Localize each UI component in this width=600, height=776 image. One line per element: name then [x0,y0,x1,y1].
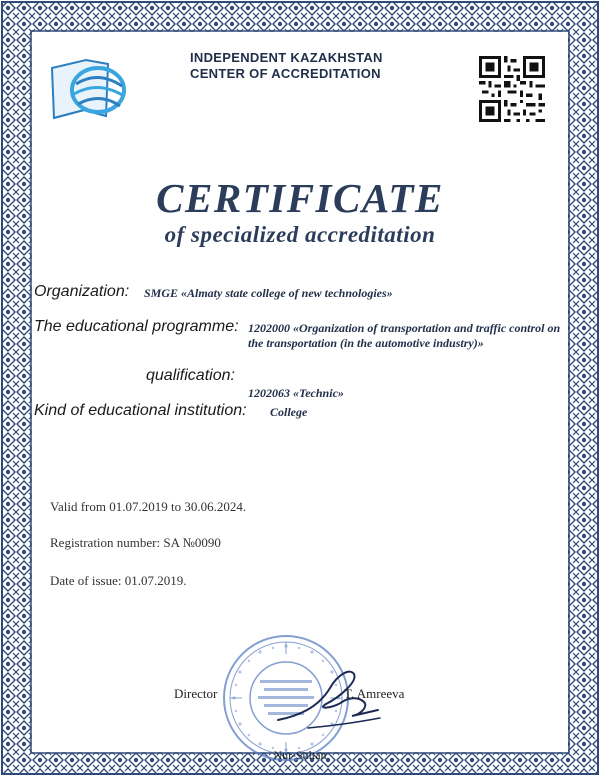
institution-value: College [270,405,308,419]
certificate-content [32,32,568,762]
director-role: Director [174,686,218,701]
issuer-line-2: CENTER OF ACCREDITATION [190,66,381,81]
validity-period: Valid from 01.07.2019 to 30.06.2024. [50,499,247,514]
issuer-name [190,50,470,82]
institution-label: Kind of educational institution: [34,402,247,419]
qualification-label: qualification: [146,367,235,384]
certificate-subtitle: of specialized accreditation [164,222,436,247]
programme-value: 1202000 «Organization of transportation and traffic control on the transportation (in the automotive industry)» [248,321,561,350]
registration-number: Registration number: SA №0090 [50,535,221,550]
director-name: T. Amreeva [344,686,405,701]
organization-label: Organization: [34,283,130,300]
accreditation-logo-icon [48,50,132,126]
qualification-value: 1202063 «Technic» [248,386,344,400]
issuer-line-1: INDEPENDENT KAZAKHSTAN [190,50,383,65]
issue-city: Nur-Sultan [273,748,327,762]
qr-code-icon [479,56,545,122]
issue-date: Date of issue: 01.07.2019. [50,573,187,588]
certificate-title: CERTIFICATE [156,175,444,221]
programme-label: The educational programme: [34,318,239,335]
organization-value: SMGE «Almaty state college of new technologies» [144,286,393,300]
